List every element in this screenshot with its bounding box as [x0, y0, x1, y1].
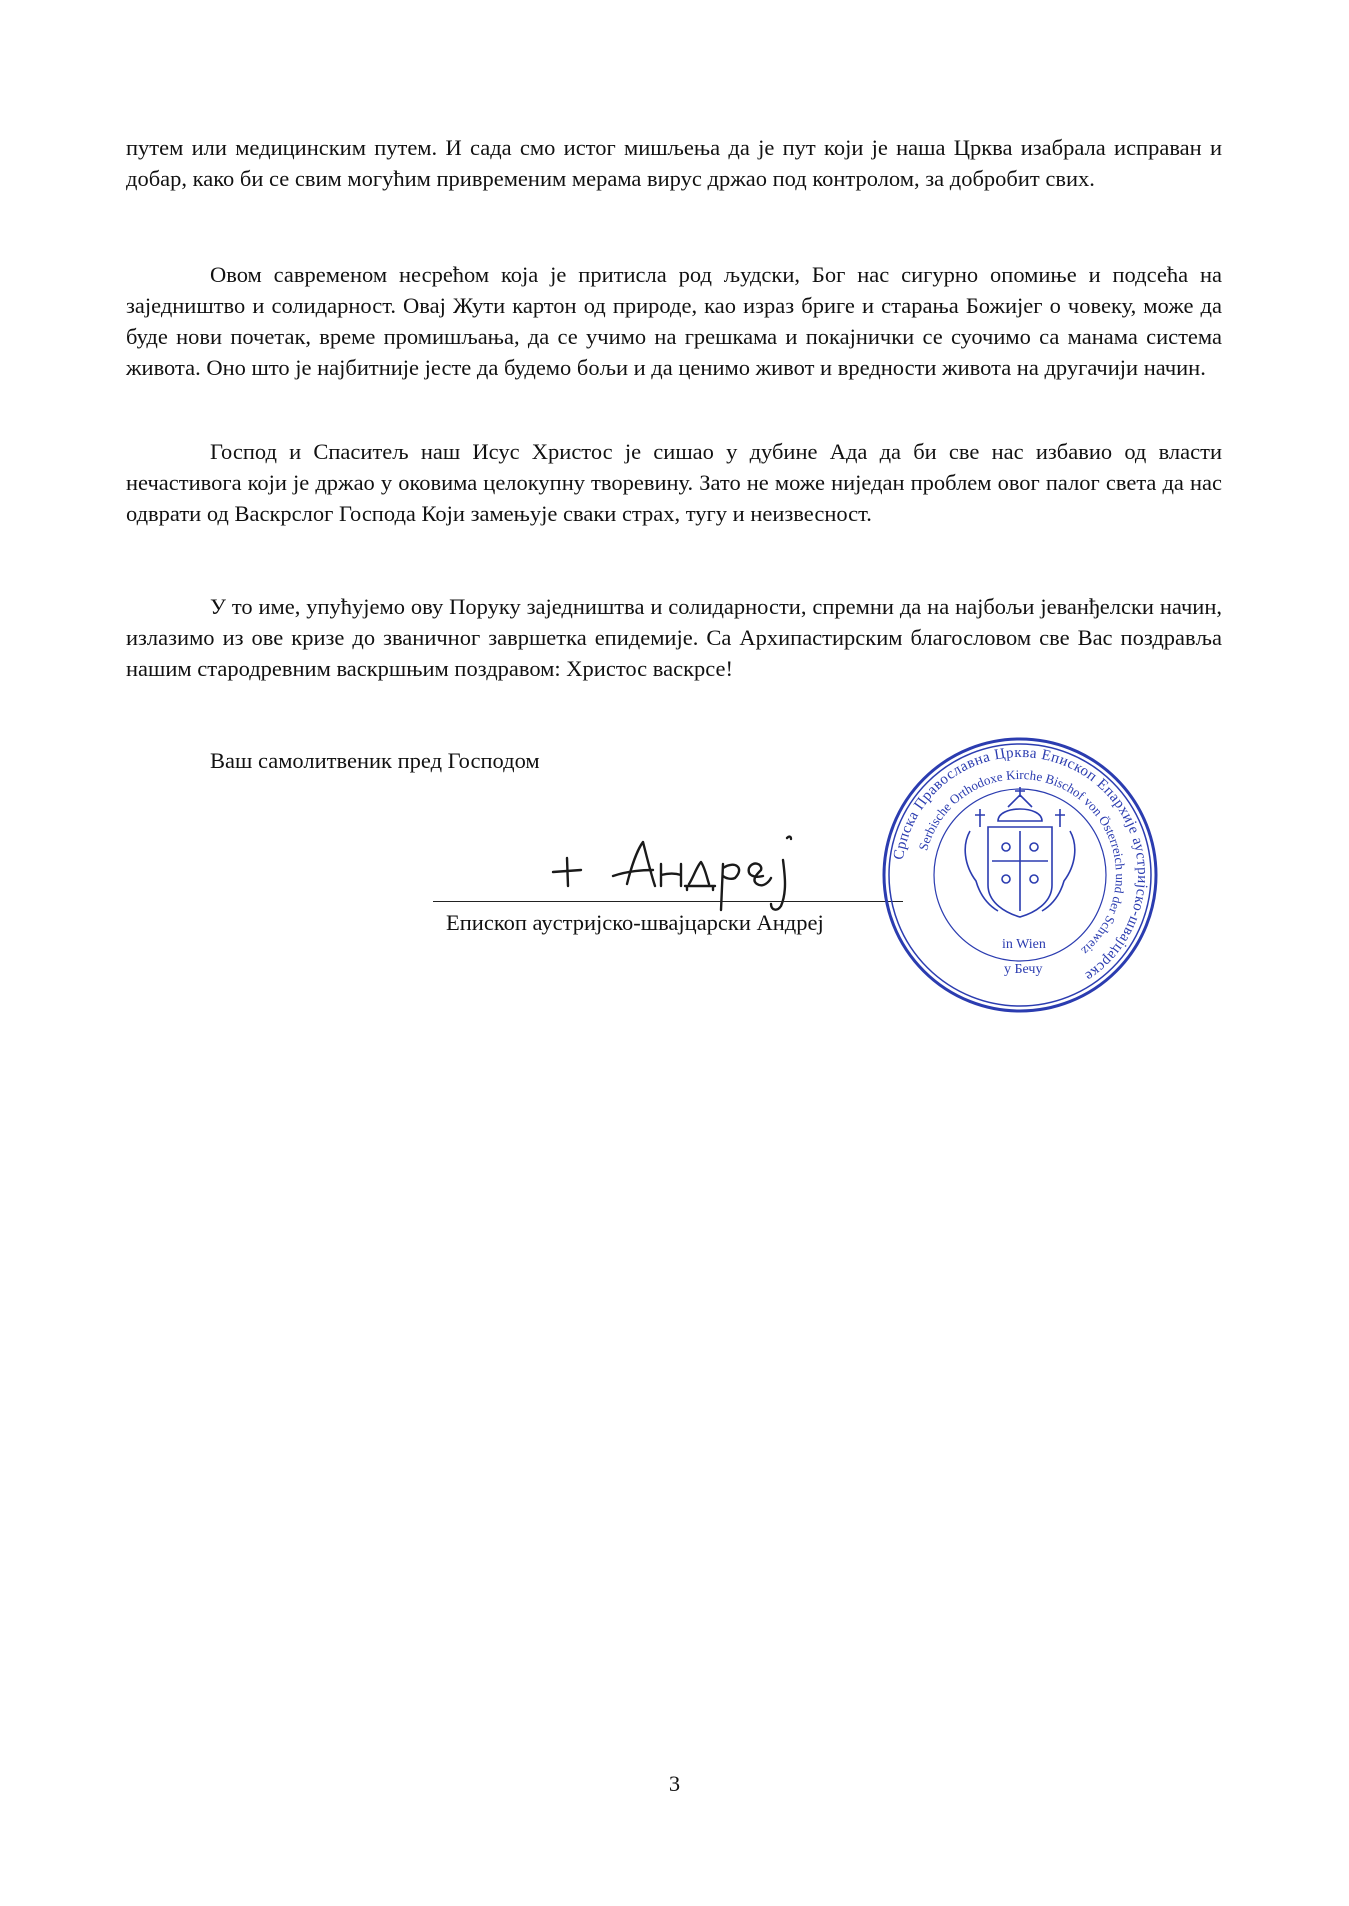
paragraph-4: У то име, упућујемо ову Поруку заједништва и солидарности, спремни да на најбољи јеванђелски начин, излазимо из ове кризе до званичног завршетка епидемије. Са Архипастирским благословом све Вас поздравља нашим стародревним васкршњим поздравом: Христос васкрсе! [126, 594, 1222, 681]
svg-text:in Wien: in Wien [1002, 937, 1046, 952]
svg-text:Serbische Orthodoxe Kirche Bis: Serbische Orthodoxe Kirche Bischof von Österreich und der Schweiz [915, 766, 1129, 959]
page-number: 3 [668, 1771, 681, 1796]
paragraph-3: Господ и Спаситељ наш Исус Христос је сишао у дубине Ада да би све нас избавио од власти нечастивога који је држао у оковима целокупну творевину. Зато не може ниједан проблем овог палог света да нас одврати од Васкрслог Господа Који замењује сваки страх, тугу и неизвесност. [126, 439, 1222, 526]
signature-line [433, 901, 903, 902]
svg-text:Српска Православна Црква Еписк: Српска Православна Црква Епископ Епархије аустријско-швајцарске [890, 744, 1151, 985]
closing-salutation: Ваш самолитвеник пред Господом [210, 748, 540, 773]
signer-name: Епископ аустријско-швајцарски Андреј [446, 910, 824, 935]
paragraph-1: путем или медицинским путем. И сада смо истог мишљења да је пут који је наша Црква изабрала исправан и добар, како би се свим могућим привременим мерама вирус држао под контролом, за добробит свих. [126, 135, 1222, 191]
svg-text:у Бечу: у Бечу [1004, 962, 1043, 977]
paragraph-2: Овом савременом несрећом која је притисла род људски, Бог нас сигурно опомиње и подсећа на заједништво и солидарност. Овај Жути картон од природе, као израз бриге и старања Божијег о човеку, може да буде нови почетак, време промишљања, да се учимо на грешкама и покајнички се суочимо са манама система живота. Оно што је најбитније јесте да будемо бољи и да ценимо живот и вредности живота на другачији начин. [126, 262, 1222, 380]
official-seal [880, 735, 1160, 1015]
